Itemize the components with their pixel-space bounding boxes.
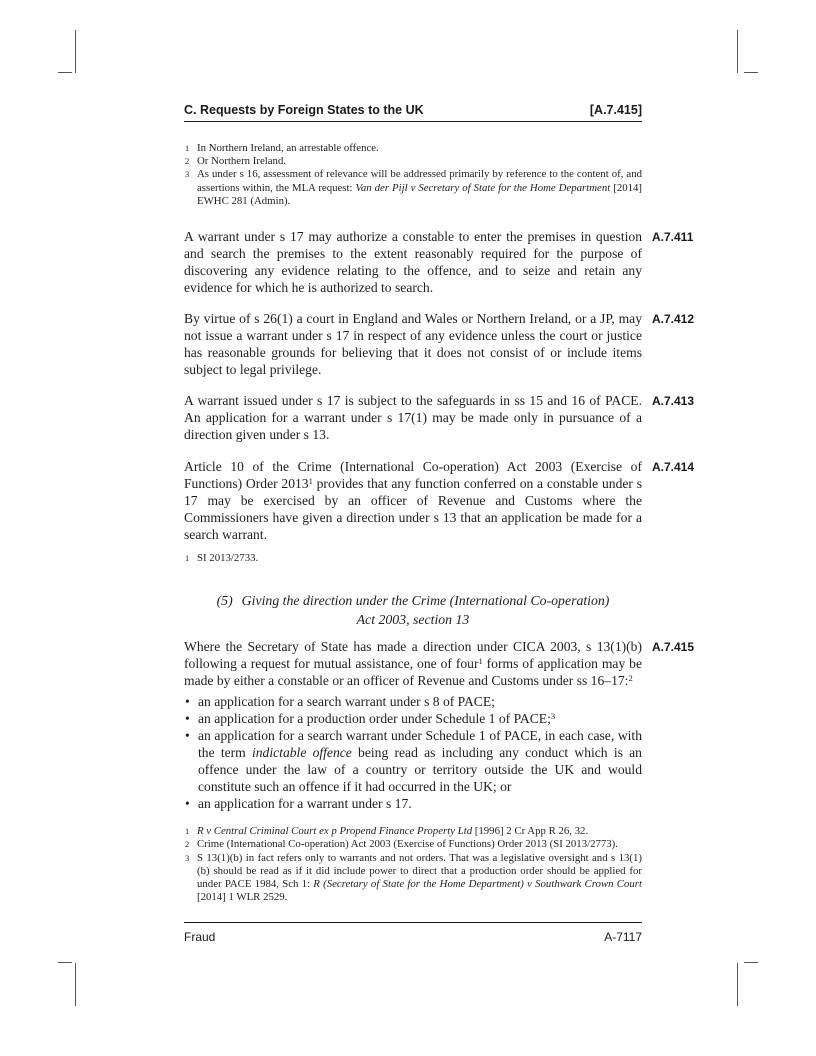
footnote-number: 3: [185, 169, 190, 180]
running-header: [184, 103, 642, 117]
paragraph-text: A warrant issued under s 17 is subject to the safeguards in ss 15 and 16 of PACE. An application for a warrant under s 17(1) may be made only in pursuance of a direction given under s 13.: [184, 393, 642, 443]
bullet-text: an application for a search warrant under s 8 of PACE;: [198, 694, 495, 710]
section-heading-line2: Act 2003, section 13: [356, 612, 470, 628]
margin-ref: A.7.415: [652, 640, 695, 655]
footnote-text: [2014] EWHC 281 (Admin).: [197, 181, 643, 207]
crop-mark-top-right-vertical: [737, 30, 738, 73]
footnote-text: In Northern Ireland, an arrestable offence.: [197, 142, 379, 154]
crop-mark-top-right-horizontal: [744, 72, 758, 73]
crop-mark-bottom-left-horizontal: [58, 962, 72, 963]
crop-mark-bottom-left-vertical: [75, 963, 76, 1006]
footnote-text: SI 2013/2733.: [197, 552, 259, 565]
footnote-item: [184, 168, 642, 208]
crop-mark-top-left-vertical: [75, 30, 76, 73]
header-paragraph-ref: [A.7.415]: [589, 103, 642, 117]
footnote-ref: 1: [308, 476, 313, 487]
section-heading-line1: [184, 591, 642, 610]
footnote-ref: 2: [628, 673, 633, 684]
bullet-item: [184, 795, 642, 812]
bullet-marker: •: [185, 728, 190, 744]
bullet-item: [184, 710, 642, 727]
margin-ref: A.7.412: [652, 312, 695, 327]
footnote-number: 1: [185, 143, 190, 153]
paragraph-a7415: [184, 638, 695, 689]
footnote-number: 1: [185, 553, 190, 564]
paragraph-text: provides that any function conferred on a constable under s 17 may be exercised by an officer of Revenue and Customs where the Commissioners have given a direction under s 13 that an application be made for a search warrant.: [184, 476, 642, 543]
footer-book-title: Fraud: [184, 930, 216, 944]
margin-ref: A.7.411: [652, 230, 694, 245]
footnote-number: 2: [185, 839, 190, 850]
footnote-text: As under s 16, assessment of relevance will be addressed primarily by reference to the content of, and assertions within, the MLA request:: [197, 168, 642, 194]
crop-mark-top-left-horizontal: [58, 72, 72, 73]
paragraph-text: Article 10 of the Crime (International Co-operation) Act 2003 (Exercise of Functions) Order 2013: [184, 459, 642, 492]
paragraph-a7413: [184, 392, 695, 443]
section-heading-number: (5): [216, 593, 233, 609]
paragraph-text: forms of application may be made by either a constable or an officer of Revenue and Customs under ss 16–17:: [184, 656, 642, 689]
paragraph-a7412: [184, 310, 695, 378]
defined-term: indictable offence: [251, 745, 352, 761]
footnote-item: [184, 825, 642, 838]
bullet-marker: •: [185, 796, 190, 812]
paragraph-text: Where the Secretary of State has made a direction under CICA 2003, s 13(1)(b) following a request for mutual assistance, one of four: [184, 639, 642, 672]
footnote-number: 3: [185, 852, 190, 863]
paragraph-text: A warrant under s 17 may authorize a constable to enter the premises in question and search the premises to the extent reasonably required for the purpose of discovering any evidence relating to the offence, and to seize and retain any evidence for which he is authorized to search.: [184, 229, 642, 296]
bullet-text: an application for a production order under Schedule 1 of PACE;: [198, 711, 551, 727]
paragraph-text: By virtue of s 26(1) a court in England and Wales or Northern Ireland, or a JP, may not issue a warrant under s 17 in respect of any evidence unless the court or justice has reasonable grounds for believing that it does not consist of or include items subject to legal privilege.: [184, 311, 642, 378]
margin-ref: A.7.414: [652, 460, 695, 475]
footnote-ref: 3: [550, 711, 556, 722]
paragraph-a7414: [184, 458, 695, 543]
footnote-text: [2014] 1 WLR 2529.: [197, 891, 288, 904]
footnote-ref: 1: [478, 656, 483, 667]
footnote-item: [184, 852, 642, 905]
bullet-item: [184, 727, 642, 795]
footnote-item: [184, 552, 642, 565]
bullet-text: an application for a search warrant under Schedule 1 of PACE, in each case, with the term: [198, 728, 642, 761]
content-column: [184, 142, 695, 904]
section-heading: [184, 591, 642, 629]
footer-rule: [184, 922, 642, 923]
footnote-text: Or Northern Ireland.: [197, 155, 287, 168]
crop-mark-bottom-right-horizontal: [744, 962, 758, 963]
footnotes-bottom: [184, 825, 642, 904]
section-heading-text: Giving the direction under the Crime (International Co-operation): [241, 593, 610, 609]
bullet-text: an application for a warrant under s 17.: [198, 796, 412, 812]
footnote-item: [184, 142, 642, 155]
paragraph-a7411: [184, 228, 694, 296]
footnote-number: 1: [185, 826, 190, 837]
footnote-item: [184, 838, 642, 851]
footnote-text: Crime (International Co-operation) Act 2003 (Exercise of Functions) Order 2013 (SI 2013/2773).: [197, 838, 618, 851]
footer-page-number: A-7117: [604, 930, 642, 944]
margin-ref: A.7.413: [652, 394, 695, 409]
footnote-text: S 13(1)(b) in fact refers only to warrants and not orders. That was a legislative oversight and s 13(1)(b) should be read as if it did include power to direct that a production order should be applied for under PACE 1984, Sch 1:: [197, 851, 642, 891]
footnote-item: [184, 155, 642, 168]
running-footer: [184, 930, 642, 944]
case-citation: R v Central Criminal Court ex p Propend Finance Property Ltd: [197, 825, 473, 838]
footnote-number: 2: [185, 156, 190, 167]
bullet-item: [184, 693, 642, 710]
header-section-title: C. Requests by Foreign States to the UK: [184, 103, 424, 117]
footnote-text: [1996] 2 Cr App R 26, 32.: [472, 825, 589, 838]
case-citation: R (Secretary of State for the Home Department) v Southwark Crown Court: [313, 878, 642, 891]
header-rule: [184, 121, 642, 122]
bullet-text: being read as including any conduct which is an offence under the law of a country or territory outside the UK and would constitute such an offence if it had occurred in the UK; or: [198, 745, 642, 795]
bullet-list: [184, 693, 642, 812]
bullet-marker: •: [185, 694, 190, 710]
crop-mark-bottom-right-vertical: [737, 963, 738, 1006]
bullet-marker: •: [185, 711, 190, 727]
footnotes-top: [184, 142, 642, 208]
case-citation: Van der Pijl v Secretary of State for the Home Department: [355, 181, 611, 194]
